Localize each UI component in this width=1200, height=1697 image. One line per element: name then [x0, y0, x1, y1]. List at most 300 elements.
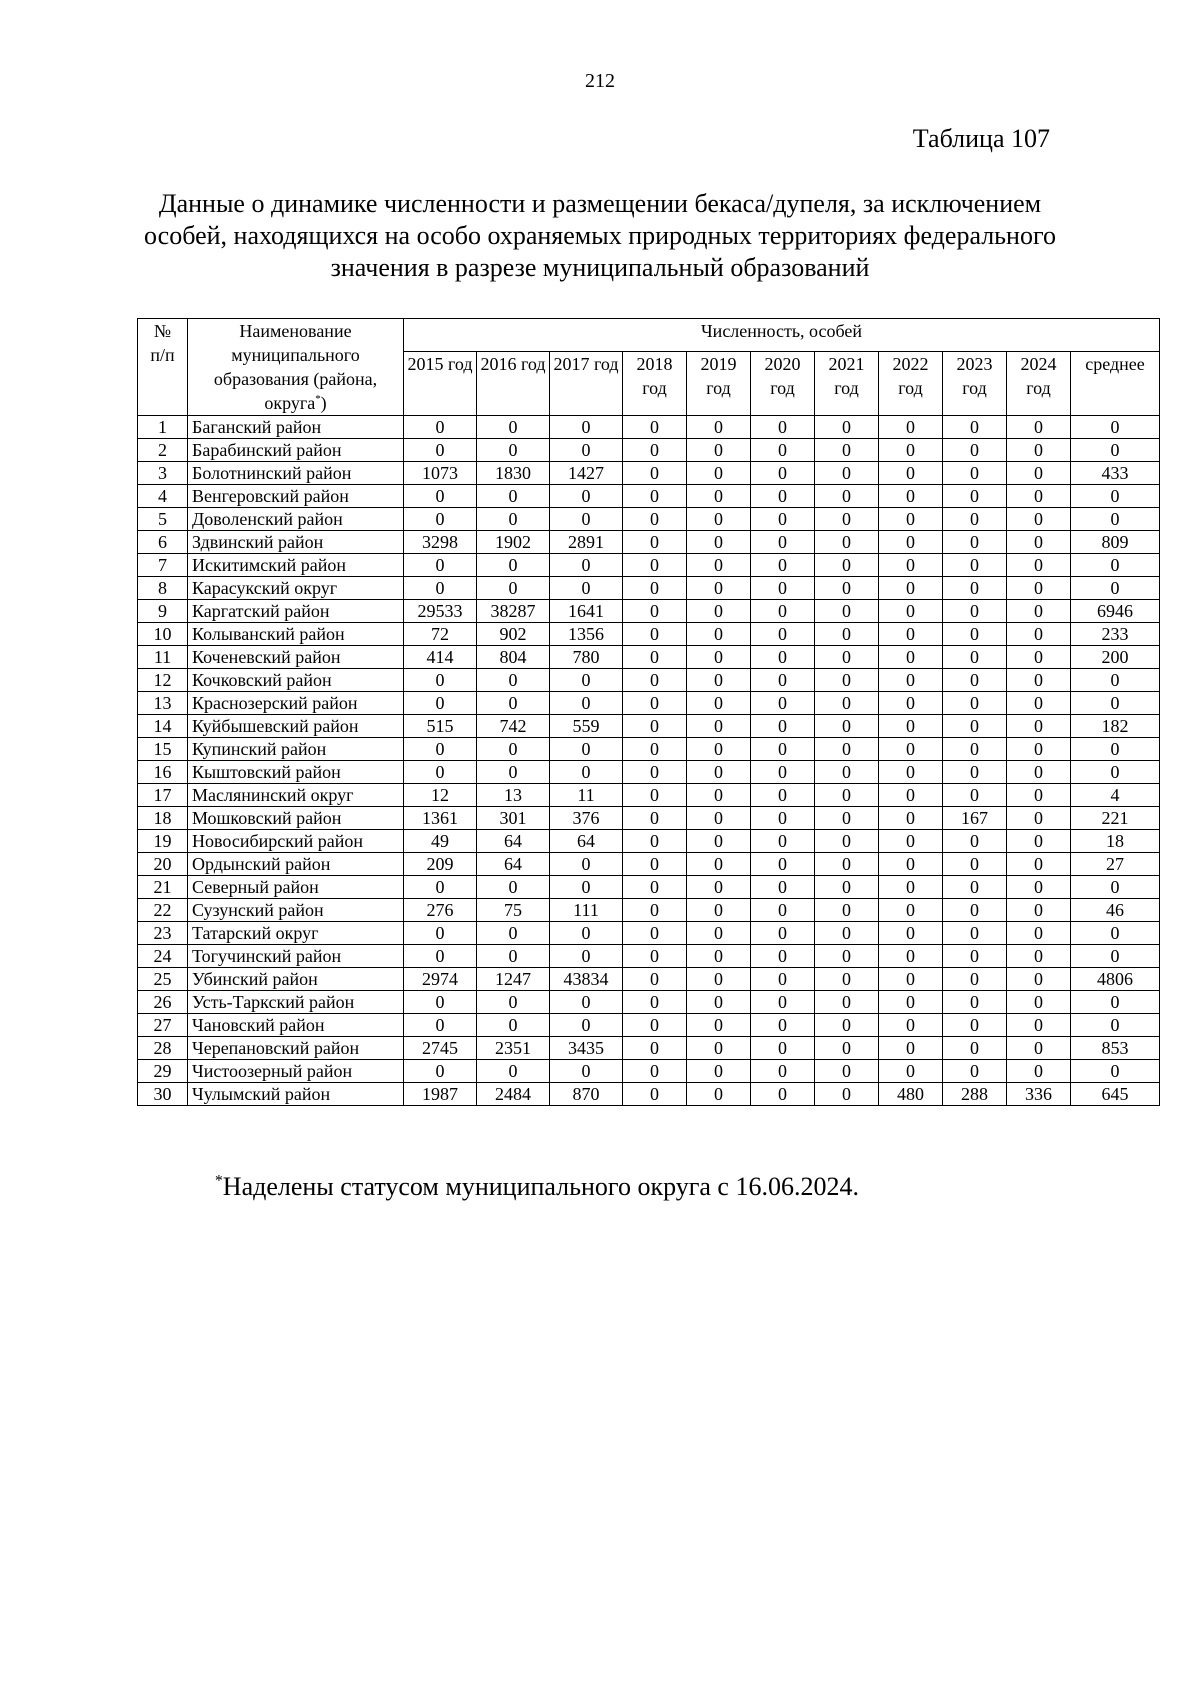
value-cell: 0: [815, 1060, 879, 1083]
value-cell: 0: [943, 968, 1007, 991]
value-cell: 0: [943, 922, 1007, 945]
value-cell: 2745: [404, 1037, 477, 1060]
value-cell: 0: [1071, 692, 1160, 715]
value-cell: 0: [623, 945, 687, 968]
district-name-cell: Чистоозерный район: [188, 1060, 404, 1083]
value-cell: 0: [879, 1014, 943, 1037]
value-cell: 0: [687, 439, 751, 462]
value-cell: 1830: [477, 462, 550, 485]
value-cell: 0: [879, 922, 943, 945]
value-cell: 0: [477, 738, 550, 761]
value-cell: 0: [404, 922, 477, 945]
value-cell: 0: [623, 1037, 687, 1060]
value-cell: 0: [404, 945, 477, 968]
value-cell: 0: [751, 922, 815, 945]
value-cell: 0: [879, 1060, 943, 1083]
value-cell: 0: [879, 945, 943, 968]
value-cell: 0: [815, 554, 879, 577]
value-cell: 0: [623, 922, 687, 945]
value-cell: 0: [550, 669, 623, 692]
value-cell: 804: [477, 646, 550, 669]
value-cell: 0: [687, 1037, 751, 1060]
value-cell: 0: [751, 1014, 815, 1037]
row-number-cell: 25: [138, 968, 188, 991]
table-row: [138, 738, 1160, 761]
value-cell: 0: [687, 692, 751, 715]
district-name-cell: Каргатский район: [188, 600, 404, 623]
footnote: [215, 1172, 859, 1202]
table-row: [138, 600, 1160, 623]
value-cell: 0: [815, 922, 879, 945]
table-row: [138, 922, 1160, 945]
district-name-cell: Баганский район: [188, 416, 404, 439]
table-row: [138, 784, 1160, 807]
value-cell: 433: [1071, 462, 1160, 485]
value-cell: 0: [815, 600, 879, 623]
value-cell: 0: [623, 830, 687, 853]
value-cell: 0: [879, 531, 943, 554]
value-cell: 0: [687, 623, 751, 646]
value-cell: 0: [943, 761, 1007, 784]
value-cell: 0: [879, 968, 943, 991]
value-cell: 46: [1071, 899, 1160, 922]
value-cell: 0: [1071, 945, 1160, 968]
value-cell: 0: [687, 968, 751, 991]
district-name-cell: Купинский район: [188, 738, 404, 761]
table-row: [138, 991, 1160, 1014]
value-cell: 0: [1007, 945, 1071, 968]
value-cell: 38287: [477, 600, 550, 623]
value-cell: 0: [687, 715, 751, 738]
row-number-cell: 13: [138, 692, 188, 715]
value-cell: 645: [1071, 1083, 1160, 1106]
table-body: [138, 416, 1160, 1106]
row-number-cell: 30: [138, 1083, 188, 1106]
value-cell: 0: [751, 738, 815, 761]
value-cell: 0: [687, 807, 751, 830]
value-cell: 0: [687, 830, 751, 853]
value-cell: 0: [1007, 508, 1071, 531]
value-cell: 0: [687, 876, 751, 899]
value-cell: 0: [751, 784, 815, 807]
value-cell: 0: [943, 784, 1007, 807]
value-cell: 0: [943, 715, 1007, 738]
value-cell: 0: [477, 508, 550, 531]
value-cell: 1073: [404, 462, 477, 485]
value-cell: 0: [477, 922, 550, 945]
value-cell: 0: [815, 1037, 879, 1060]
value-cell: 2974: [404, 968, 477, 991]
value-cell: 809: [1071, 531, 1160, 554]
value-cell: 0: [687, 531, 751, 554]
value-cell: 0: [1007, 784, 1071, 807]
table-label: Таблица 107: [912, 124, 1050, 153]
district-name-cell: Кочковский район: [188, 669, 404, 692]
value-cell: 0: [1071, 761, 1160, 784]
value-cell: 0: [1007, 669, 1071, 692]
value-cell: 0: [404, 1014, 477, 1037]
header-year: 2019 год: [687, 351, 751, 415]
value-cell: 0: [751, 899, 815, 922]
value-cell: 0: [815, 991, 879, 1014]
district-name-cell: Черепановский район: [188, 1037, 404, 1060]
row-number-cell: 12: [138, 669, 188, 692]
value-cell: 0: [404, 416, 477, 439]
value-cell: 0: [623, 1083, 687, 1106]
value-cell: 0: [1071, 991, 1160, 1014]
value-cell: 0: [404, 508, 477, 531]
value-cell: 0: [623, 761, 687, 784]
value-cell: 0: [1007, 577, 1071, 600]
row-number-cell: 9: [138, 600, 188, 623]
value-cell: 64: [477, 830, 550, 853]
value-cell: 0: [751, 830, 815, 853]
value-cell: 64: [550, 830, 623, 853]
value-cell: 0: [623, 1060, 687, 1083]
value-cell: 1987: [404, 1083, 477, 1106]
value-cell: 0: [477, 554, 550, 577]
value-cell: 0: [879, 738, 943, 761]
value-cell: 0: [879, 577, 943, 600]
value-cell: 0: [1007, 485, 1071, 508]
value-cell: 0: [404, 669, 477, 692]
table-row: [138, 968, 1160, 991]
table-row: [138, 715, 1160, 738]
value-cell: 0: [879, 485, 943, 508]
table-row: [138, 1014, 1160, 1037]
value-cell: 0: [879, 600, 943, 623]
table-row: [138, 416, 1160, 439]
value-cell: 0: [815, 899, 879, 922]
header-number-line2: п/п: [150, 345, 175, 365]
row-number-cell: 22: [138, 899, 188, 922]
district-name-cell: Коченевский район: [188, 646, 404, 669]
value-cell: 0: [1007, 807, 1071, 830]
value-cell: 0: [943, 669, 1007, 692]
value-cell: 0: [751, 1060, 815, 1083]
value-cell: 0: [943, 692, 1007, 715]
value-cell: 0: [477, 692, 550, 715]
value-cell: 0: [404, 577, 477, 600]
value-cell: 0: [623, 554, 687, 577]
value-cell: 0: [404, 991, 477, 1014]
table-row: [138, 485, 1160, 508]
district-name-cell: Убинский район: [188, 968, 404, 991]
district-name-cell: Северный район: [188, 876, 404, 899]
table-row: [138, 531, 1160, 554]
value-cell: 0: [550, 853, 623, 876]
value-cell: 0: [751, 577, 815, 600]
value-cell: 0: [623, 416, 687, 439]
value-cell: 0: [943, 508, 1007, 531]
value-cell: 0: [687, 646, 751, 669]
row-number-cell: 28: [138, 1037, 188, 1060]
value-cell: 0: [623, 646, 687, 669]
value-cell: 0: [550, 876, 623, 899]
value-cell: 376: [550, 807, 623, 830]
value-cell: 0: [879, 761, 943, 784]
value-cell: 0: [815, 669, 879, 692]
district-name-cell: Краснозерский район: [188, 692, 404, 715]
value-cell: 27: [1071, 853, 1160, 876]
header-name-tail: ): [320, 393, 327, 413]
table-row: [138, 554, 1160, 577]
district-name-cell: Маслянинский округ: [188, 784, 404, 807]
table-row: [138, 1060, 1160, 1083]
value-cell: 0: [815, 508, 879, 531]
value-cell: 0: [477, 577, 550, 600]
value-cell: 0: [1007, 1037, 1071, 1060]
page-number: 212: [585, 70, 615, 92]
district-name-cell: Колыванский район: [188, 623, 404, 646]
value-cell: 0: [550, 577, 623, 600]
value-cell: 0: [550, 1014, 623, 1037]
value-cell: 0: [477, 439, 550, 462]
value-cell: 414: [404, 646, 477, 669]
header-year: 2017 год: [550, 351, 623, 415]
value-cell: 29533: [404, 600, 477, 623]
district-name-cell: Чулымский район: [188, 1083, 404, 1106]
value-cell: 0: [1007, 1060, 1071, 1083]
value-cell: 0: [550, 485, 623, 508]
value-cell: 0: [879, 991, 943, 1014]
value-cell: 0: [943, 646, 1007, 669]
value-cell: 0: [943, 1014, 1007, 1037]
value-cell: 0: [815, 462, 879, 485]
value-cell: 0: [943, 439, 1007, 462]
value-cell: 0: [687, 485, 751, 508]
value-cell: 0: [1007, 646, 1071, 669]
value-cell: 276: [404, 899, 477, 922]
value-cell: 6946: [1071, 600, 1160, 623]
value-cell: 0: [751, 715, 815, 738]
value-cell: 0: [943, 462, 1007, 485]
value-cell: 0: [815, 807, 879, 830]
value-cell: 0: [943, 853, 1007, 876]
population-table: [137, 318, 1160, 1106]
row-number-cell: 24: [138, 945, 188, 968]
value-cell: 0: [1007, 531, 1071, 554]
value-cell: 0: [477, 1060, 550, 1083]
value-cell: 0: [751, 876, 815, 899]
value-cell: 336: [1007, 1083, 1071, 1106]
value-cell: 0: [477, 485, 550, 508]
row-number-cell: 21: [138, 876, 188, 899]
value-cell: 0: [1007, 899, 1071, 922]
value-cell: 0: [404, 439, 477, 462]
value-cell: 3298: [404, 531, 477, 554]
value-cell: 0: [815, 1083, 879, 1106]
value-cell: 0: [751, 968, 815, 991]
value-cell: 0: [1007, 876, 1071, 899]
value-cell: 0: [751, 600, 815, 623]
value-cell: 559: [550, 715, 623, 738]
value-cell: 0: [751, 531, 815, 554]
table-row: [138, 876, 1160, 899]
value-cell: 49: [404, 830, 477, 853]
value-cell: 0: [1007, 968, 1071, 991]
value-cell: 0: [815, 646, 879, 669]
header-year: среднее: [1071, 351, 1160, 415]
value-cell: 0: [404, 692, 477, 715]
row-number-cell: 11: [138, 646, 188, 669]
value-cell: 11: [550, 784, 623, 807]
value-cell: 75: [477, 899, 550, 922]
value-cell: 0: [1007, 1014, 1071, 1037]
value-cell: 515: [404, 715, 477, 738]
table-row: [138, 853, 1160, 876]
district-name-cell: Карасукский округ: [188, 577, 404, 600]
value-cell: 0: [1071, 1014, 1160, 1037]
value-cell: 0: [879, 692, 943, 715]
value-cell: 167: [943, 807, 1007, 830]
value-cell: 0: [623, 623, 687, 646]
value-cell: 0: [879, 784, 943, 807]
value-cell: 0: [477, 761, 550, 784]
value-cell: 0: [879, 853, 943, 876]
value-cell: 0: [623, 784, 687, 807]
value-cell: 0: [815, 577, 879, 600]
value-cell: 0: [815, 531, 879, 554]
value-cell: 0: [687, 761, 751, 784]
value-cell: 0: [623, 1014, 687, 1037]
value-cell: 0: [687, 416, 751, 439]
value-cell: 480: [879, 1083, 943, 1106]
value-cell: 2484: [477, 1083, 550, 1106]
value-cell: 0: [879, 1037, 943, 1060]
value-cell: 209: [404, 853, 477, 876]
district-name-cell: Здвинский район: [188, 531, 404, 554]
value-cell: 0: [1071, 876, 1160, 899]
value-cell: 0: [751, 853, 815, 876]
value-cell: 0: [623, 462, 687, 485]
value-cell: 0: [1071, 439, 1160, 462]
value-cell: 0: [943, 1037, 1007, 1060]
value-cell: 0: [1071, 738, 1160, 761]
value-cell: 0: [943, 623, 1007, 646]
value-cell: 0: [751, 623, 815, 646]
row-number-cell: 18: [138, 807, 188, 830]
row-number-cell: 26: [138, 991, 188, 1014]
value-cell: 0: [550, 508, 623, 531]
value-cell: 0: [550, 738, 623, 761]
value-cell: 0: [751, 991, 815, 1014]
value-cell: 13: [477, 784, 550, 807]
value-cell: 0: [815, 623, 879, 646]
district-name-cell: Новосибирский район: [188, 830, 404, 853]
value-cell: 1356: [550, 623, 623, 646]
value-cell: 4806: [1071, 968, 1160, 991]
value-cell: 0: [687, 554, 751, 577]
district-name-cell: Сузунский район: [188, 899, 404, 922]
value-cell: 0: [815, 738, 879, 761]
footnote-marker: *: [215, 1172, 223, 1190]
value-cell: 0: [879, 623, 943, 646]
value-cell: 0: [943, 577, 1007, 600]
value-cell: 0: [687, 1014, 751, 1037]
value-cell: 0: [623, 508, 687, 531]
header-number: [138, 319, 188, 416]
value-cell: 0: [623, 807, 687, 830]
row-number-cell: 27: [138, 1014, 188, 1037]
value-cell: 0: [623, 715, 687, 738]
value-cell: 43834: [550, 968, 623, 991]
value-cell: 0: [1007, 853, 1071, 876]
value-cell: 3435: [550, 1037, 623, 1060]
value-cell: 0: [943, 899, 1007, 922]
table-row: [138, 761, 1160, 784]
value-cell: 0: [404, 1060, 477, 1083]
value-cell: 0: [623, 991, 687, 1014]
row-number-cell: 14: [138, 715, 188, 738]
value-cell: 0: [1071, 577, 1160, 600]
value-cell: 0: [477, 991, 550, 1014]
value-cell: 0: [815, 485, 879, 508]
district-name-cell: Усть-Таркский район: [188, 991, 404, 1014]
district-name-cell: Искитимский район: [188, 554, 404, 577]
table-row: [138, 1083, 1160, 1106]
value-cell: 0: [943, 991, 1007, 1014]
header-name-footnote-marker: *: [315, 393, 321, 405]
row-number-cell: 1: [138, 416, 188, 439]
row-number-cell: 16: [138, 761, 188, 784]
value-cell: 0: [1007, 761, 1071, 784]
value-cell: 0: [687, 899, 751, 922]
row-number-cell: 29: [138, 1060, 188, 1083]
header-year: 2018 год: [623, 351, 687, 415]
value-cell: 0: [751, 669, 815, 692]
value-cell: 0: [687, 922, 751, 945]
value-cell: 0: [943, 738, 1007, 761]
value-cell: 0: [687, 508, 751, 531]
header-year: 2015 год: [404, 351, 477, 415]
district-name-cell: Барабинский район: [188, 439, 404, 462]
header-year: 2020 год: [751, 351, 815, 415]
table-row: [138, 646, 1160, 669]
value-cell: 200: [1071, 646, 1160, 669]
table-header: [138, 319, 1160, 416]
value-cell: 0: [815, 715, 879, 738]
district-name-cell: Доволенский район: [188, 508, 404, 531]
value-cell: 0: [623, 577, 687, 600]
value-cell: 0: [1007, 715, 1071, 738]
row-number-cell: 17: [138, 784, 188, 807]
value-cell: 0: [477, 945, 550, 968]
table-row: [138, 807, 1160, 830]
value-cell: 0: [751, 485, 815, 508]
header-year: 2021 год: [815, 351, 879, 415]
table-row: [138, 692, 1160, 715]
value-cell: 0: [623, 968, 687, 991]
value-cell: 12: [404, 784, 477, 807]
value-cell: 0: [879, 462, 943, 485]
value-cell: 1361: [404, 807, 477, 830]
value-cell: 0: [815, 692, 879, 715]
value-cell: 0: [815, 784, 879, 807]
value-cell: 780: [550, 646, 623, 669]
value-cell: 288: [943, 1083, 1007, 1106]
value-cell: 0: [879, 554, 943, 577]
value-cell: 0: [751, 554, 815, 577]
value-cell: 0: [943, 485, 1007, 508]
header-number-line1: №: [153, 321, 172, 341]
value-cell: 0: [1071, 416, 1160, 439]
district-name-cell: Венгеровский район: [188, 485, 404, 508]
value-cell: 0: [751, 508, 815, 531]
value-cell: 0: [623, 692, 687, 715]
table-row: [138, 899, 1160, 922]
value-cell: 1902: [477, 531, 550, 554]
